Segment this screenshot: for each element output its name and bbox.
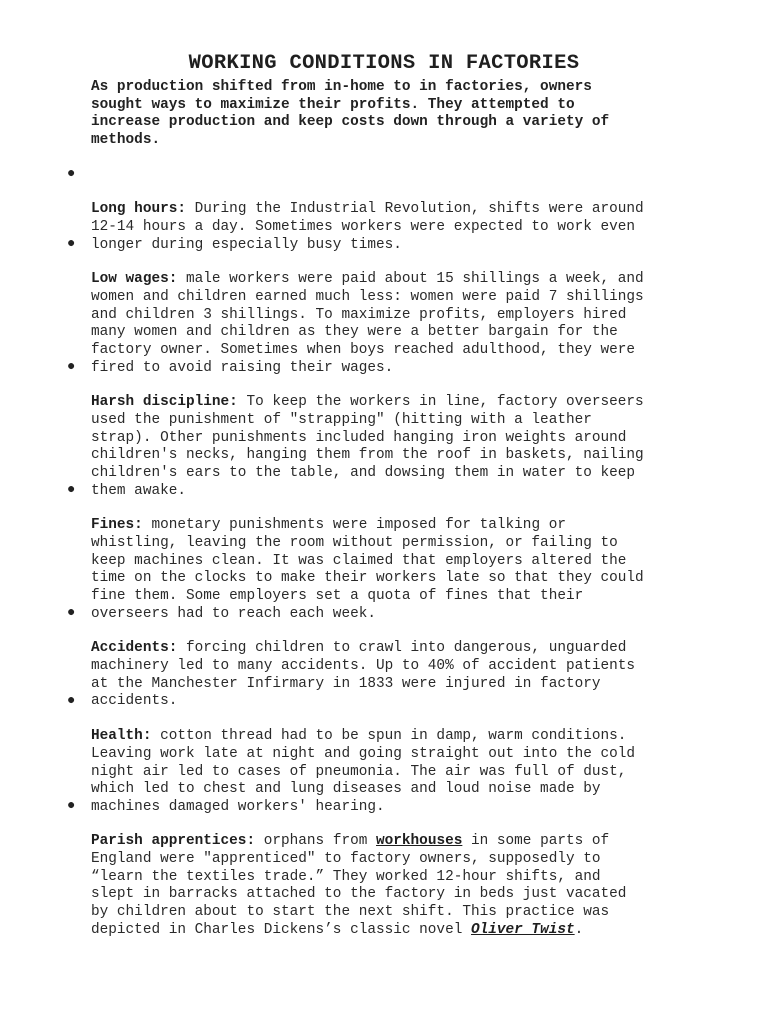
workhouses-link[interactable]: workhouses — [376, 833, 463, 850]
list-item-harsh-discipline — [67, 359, 691, 500]
item-text-end: . — [574, 921, 584, 938]
bullet-icon: ● — [67, 798, 76, 814]
bullet-icon: ● — [67, 236, 76, 252]
item-text: During the Industrial Revolution, shifts were around 12-14 hours a day. Sometimes workers were expected to work even longer during especially busy times. — [91, 201, 644, 253]
item-text: forcing children to crawl into dangerous, unguarded machinery led to many accidents. Up to 40% of accident patients at the Manchester Infirmary in 1833 were injured in factory accidents. — [91, 640, 636, 710]
list-item-fines — [67, 482, 691, 623]
item-text: male workers were paid about 15 shillings a week, and women and children earned much less: women were paid 7 shillings and children 3 shillings. To maximize profits, employers hired many women and children as they were a better bargain for the factory owner. Sometimes when boys reached adulthood, they were fired to avoid raising their wages. — [91, 271, 644, 376]
item-lead: Parish apprentices: — [91, 833, 256, 850]
bullet-icon: ● — [67, 693, 76, 709]
bullet-icon: ● — [67, 482, 76, 498]
oliver-twist-link[interactable]: Oliver Twist — [470, 921, 575, 938]
bullet-icon: ● — [67, 605, 76, 621]
item-text: To keep the workers in line, factory overseers used the punishment of "strapping" (hitting with a leather strap). Other punishments included hanging iron weights around children's necks, hanging them from the roof in baskets, nailing children's ears to the table, and dowsing them in water to keep them awake. — [91, 394, 644, 499]
bullet-icon: ● — [67, 359, 76, 375]
item-lead: Accidents: — [91, 640, 178, 657]
item-text: cotton thread had to be spun in damp, warm conditions. Leaving work late at night and going straight out into the cold night air led to cases of pneumonia. The air was full of dust, which led to chest and lung diseases and loud noise made by machines damaged workers' hearing. — [91, 728, 636, 815]
item-lead: Harsh discipline: — [91, 394, 238, 411]
item-text: monetary punishments were imposed for talking or whistling, leaving the room without permission, or failing to keep machines clean. It was claimed that employers altered the time on the clocks to make their workers late so that they could fine them. Some employers set a quota of fines that their overseers had to reach each week. — [91, 517, 644, 622]
item-lead: Long hours: — [91, 201, 186, 218]
item-lead: Health: — [91, 728, 152, 745]
list-item-parish-apprentices — [67, 798, 691, 939]
item-text: orphans from — [255, 833, 376, 850]
list-item-low-wages — [67, 236, 691, 377]
item-text-continued: in some parts of England were "apprenticed" to factory owners, supposedly to “learn the textiles trade.” They worked 12-hour shifts, and slept in barracks attached to the factory in beds just vacated by children about to start the next shift. This practice was depicted in Charles Dickens’s classic novel — [91, 833, 627, 938]
item-lead: Low wages: — [91, 271, 178, 288]
page-title: WORKING CONDITIONS IN FACTORIES — [188, 52, 580, 75]
intro-paragraph: As production shifted from in-home to in factories, owners sought ways to maximize their profits. They attempted to increase production and keep costs down through a variety of methods. — [91, 79, 610, 148]
item-lead: Fines: — [91, 517, 143, 534]
bullet-icon: ● — [67, 166, 76, 182]
